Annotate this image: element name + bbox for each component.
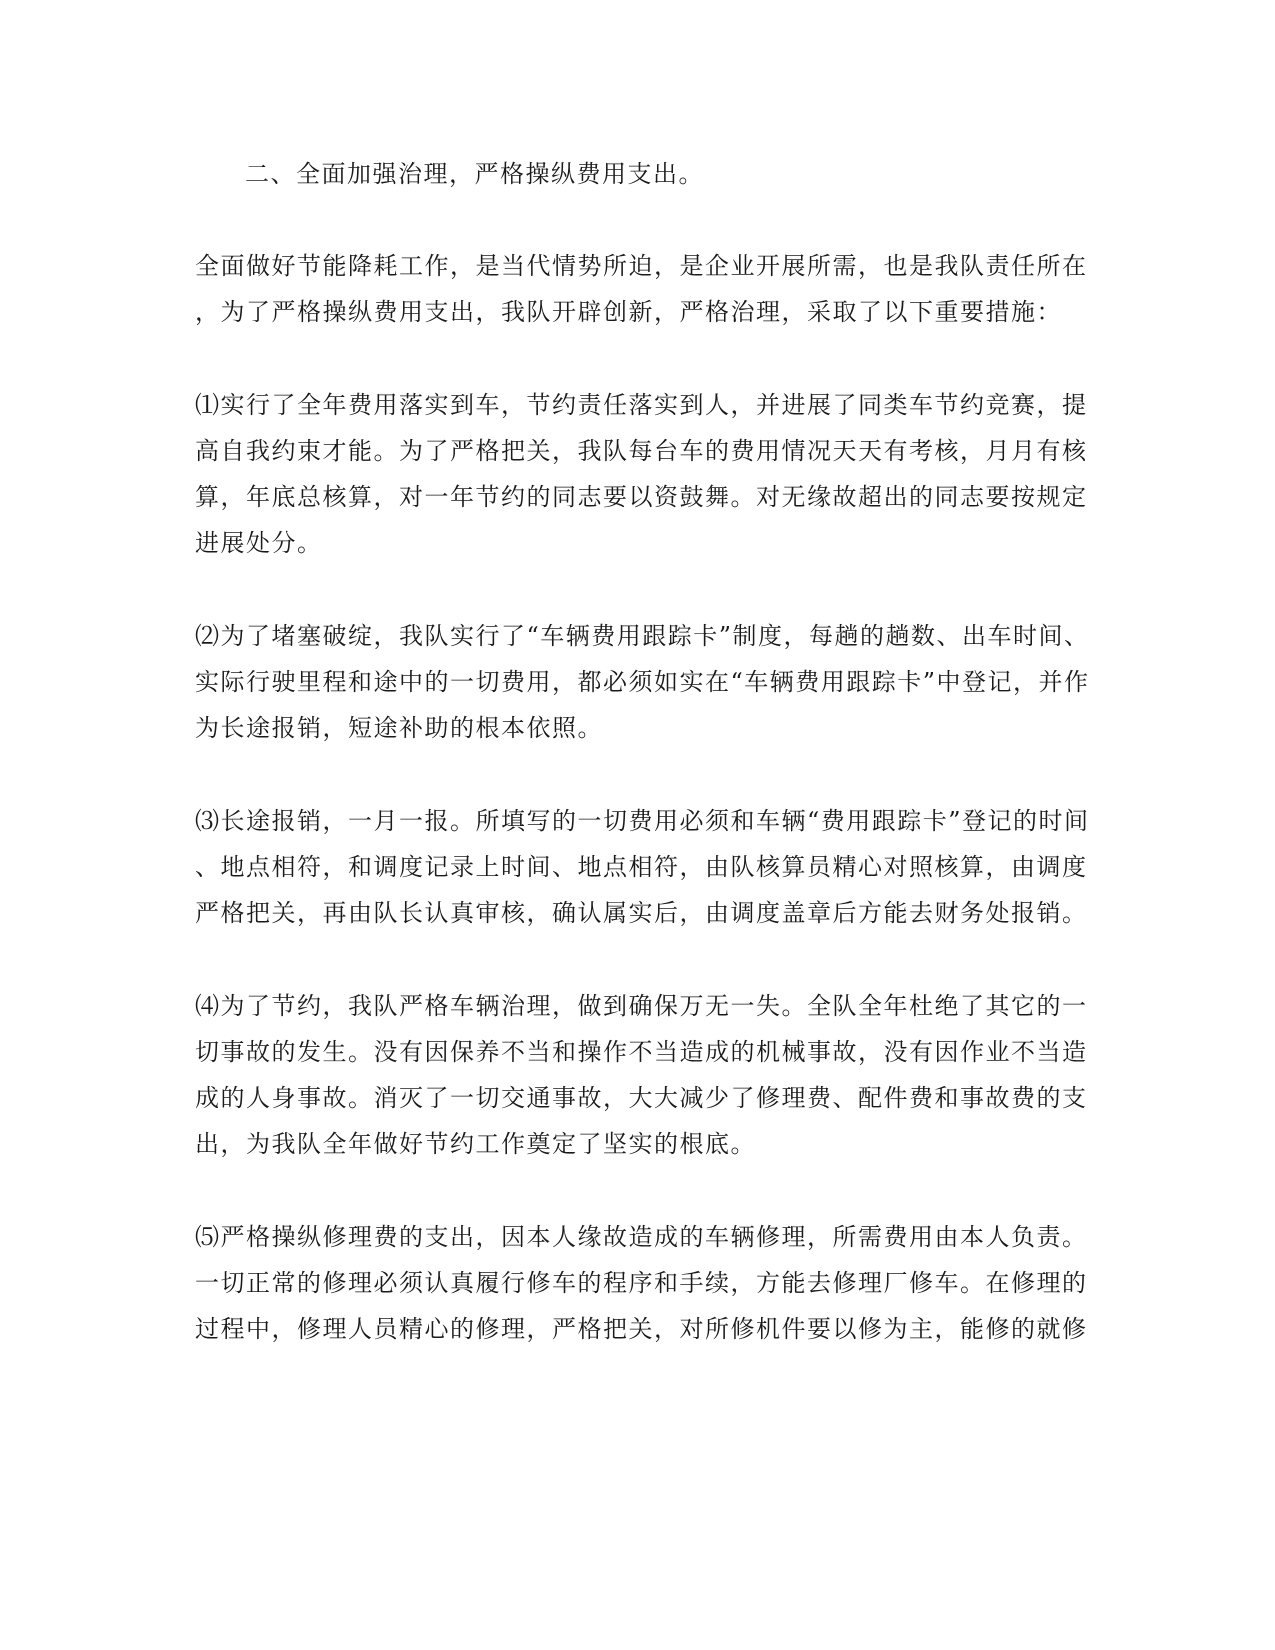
- paragraph-line: 进展处分。: [195, 529, 323, 557]
- paragraph-line: 高自我约束才能。为了严格把关，我队每台车的费用情况天天有考核，月月有核: [195, 437, 1088, 465]
- paragraph-line: 一切正常的修理必须认真履行修车的程序和手续，方能去修理厂修车。在修理的: [195, 1269, 1088, 1297]
- section-heading: 二、全面加强治理，严格操纵费用支出。: [245, 160, 704, 188]
- paragraph-line: 、地点相符，和调度记录上时间、地点相符，由队核算员精心对照核算，由调度: [195, 853, 1088, 881]
- paragraph-line: 实际行驶里程和途中的一切费用，都必须如实在“车辆费用跟踪卡”中登记，并作: [195, 668, 1090, 696]
- paragraph-line: ⑷为了节约，我队严格车辆治理，做到确保万无一失。全队全年杜绝了其它的一: [195, 992, 1088, 1020]
- paragraph-line: ⑴实行了全年费用落实到车，节约责任落实到人，并进展了同类车节约竞赛，提: [195, 391, 1088, 419]
- paragraph-line: ⑵为了堵塞破绽，我队实行了“车辆费用跟踪卡”制度，每趟的趟数、出车时间、: [195, 622, 1090, 650]
- paragraph-line: 全面做好节能降耗工作，是当代情势所迫，是企业开展所需，也是我队责任所在: [195, 252, 1088, 280]
- paragraph-line: 算，年底总核算，对一年节约的同志要以资鼓舞。对无缘故超出的同志要按规定: [195, 483, 1088, 511]
- paragraph-line: 切事故的发生。没有因保养不当和操作不当造成的机械事故，没有因作业不当造: [195, 1038, 1088, 1066]
- paragraph-line: 出，为我队全年做好节约工作奠定了坚实的根底。: [195, 1130, 756, 1158]
- paragraph-line: 为长途报销，短途补助的根本依照。: [195, 714, 603, 742]
- paragraph-line: 严格把关，再由队长认真审核，确认属实后，由调度盖章后方能去财务处报销。: [195, 899, 1088, 927]
- paragraph-line: 过程中，修理人员精心的修理，严格把关，对所修机件要以修为主，能修的就修: [195, 1315, 1088, 1343]
- paragraph-line: ⑶长途报销，一月一报。所填写的一切费用必须和车辆“费用跟踪卡”登记的时间: [195, 807, 1090, 835]
- paragraph-line: 成的人身事故。消灭了一切交通事故，大大减少了修理费、配件费和事故费的支: [195, 1084, 1088, 1112]
- paragraph-line: ⑸严格操纵修理费的支出，因本人缘故造成的车辆修理，所需费用由本人负责。: [195, 1223, 1088, 1251]
- paragraph-line: ，为了严格操纵费用支出，我队开辟创新，严格治理，采取了以下重要措施：: [195, 298, 1062, 326]
